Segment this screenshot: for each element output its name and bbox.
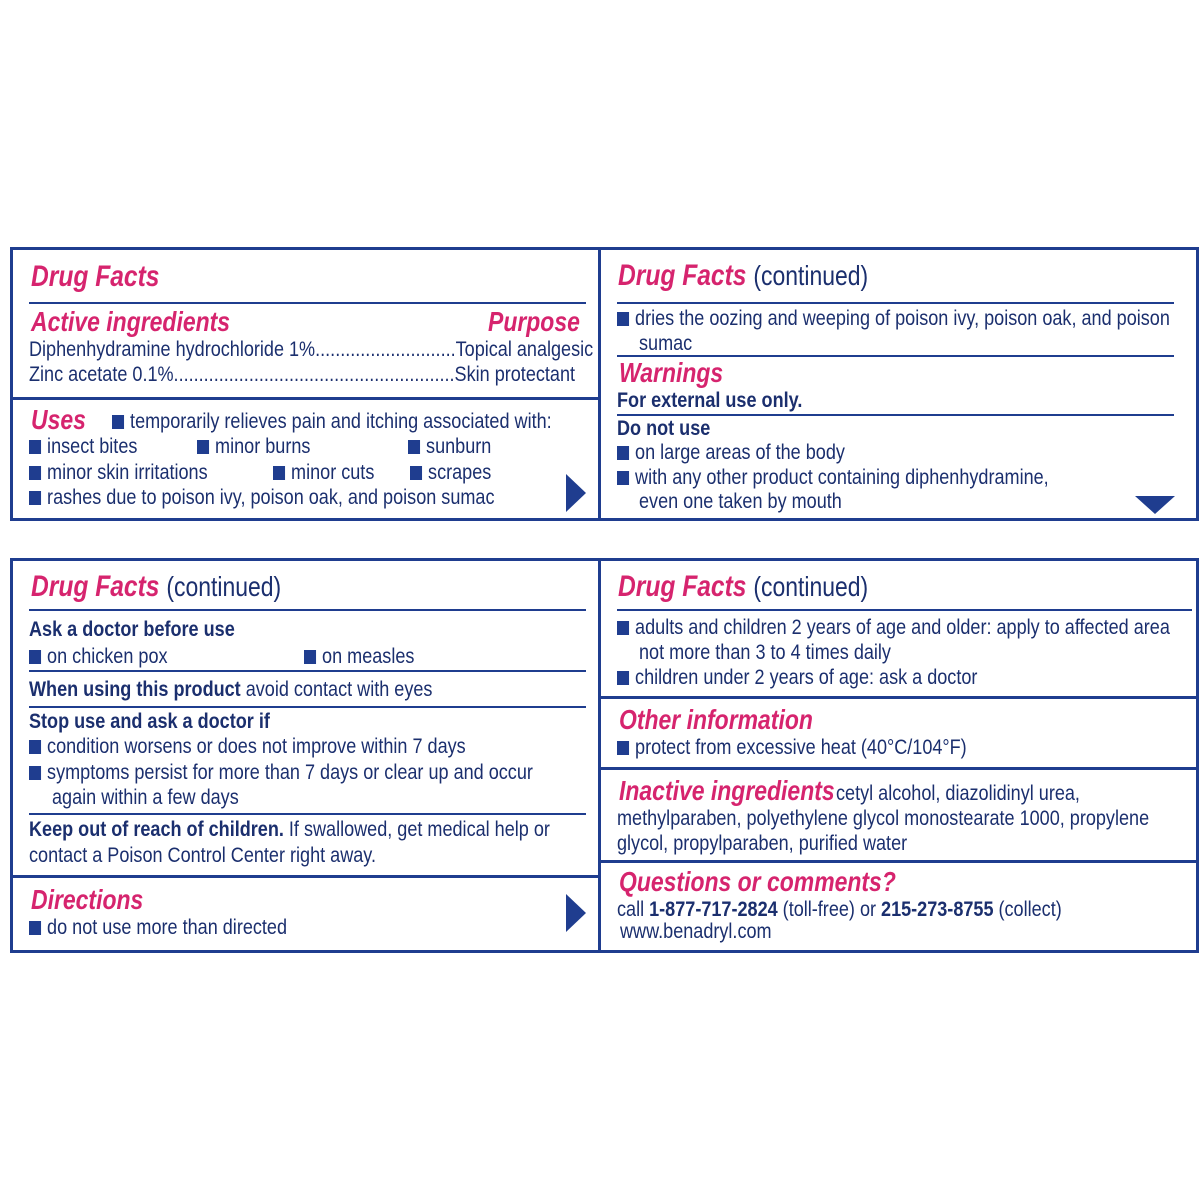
stop-use-item-2-cont: again within a few days: [52, 786, 239, 809]
drug-facts-continued-title: Drug Facts (continued): [31, 570, 282, 603]
website-link: www.benadryl.com: [620, 920, 772, 943]
phone-collect: 215-273-8755: [881, 898, 994, 921]
use-minor-cuts: minor cuts: [273, 461, 374, 485]
section-divider: [600, 696, 1199, 699]
bullet-icon: [408, 440, 420, 454]
drug-facts-continued-title: Drug Facts (continued): [618, 259, 869, 292]
divider: [29, 670, 586, 672]
bullet-icon: [273, 466, 285, 480]
active-ingredients-heading: Active ingredients: [31, 306, 231, 337]
divider: [29, 813, 586, 815]
use-scrapes: scrapes: [410, 461, 491, 485]
directions-item-1: do not use more than directed: [29, 916, 287, 940]
continue-down-arrow-icon: [1135, 496, 1175, 514]
uses-heading: Uses: [31, 404, 86, 435]
bullet-icon: [304, 650, 316, 664]
ask-doctor-measles: on measles: [304, 645, 414, 669]
bullet-icon: [29, 650, 41, 664]
top-column-divider: [598, 247, 601, 521]
section-divider: [10, 875, 600, 878]
adults-line-1: adults and children 2 years of age and older: apply to affected area: [617, 616, 1170, 640]
phone-toll-free: 1-877-717-2824: [649, 898, 778, 921]
external-use-only: For external use only.: [617, 389, 803, 412]
use-sunburn: sunburn: [408, 435, 491, 459]
do-not-use-item-2-cont: even one taken by mouth: [639, 490, 842, 513]
divider: [29, 609, 586, 611]
continue-arrow-icon: [566, 894, 586, 932]
bullet-icon: [617, 446, 629, 460]
divider: [29, 302, 586, 304]
ingredient-2-row: [29, 363, 575, 387]
directions-heading: Directions: [31, 884, 144, 915]
section-divider: [600, 767, 1199, 770]
do-not-use-item-1: on large areas of the body: [617, 441, 845, 465]
use-minor-burns: minor burns: [197, 435, 310, 459]
dot-leader: ........................................................: [173, 363, 455, 386]
use-skin-irritations: minor skin irritations: [29, 461, 208, 485]
when-using-line: When using this product avoid contact with eyes: [29, 678, 433, 701]
phone-line: call 1-877-717-2824 (toll-free) or 215-273-8755 (collect): [617, 898, 1062, 921]
drug-facts-continued-title: Drug Facts (continued): [618, 570, 869, 603]
bullet-icon: [29, 491, 41, 505]
use-rashes: rashes due to poison ivy, poison oak, and poison sumac: [29, 486, 494, 510]
inactive-ingredients-heading: Inactive ingredients: [619, 775, 835, 806]
warnings-heading: Warnings: [619, 357, 724, 388]
purpose-heading: Purpose: [488, 306, 580, 337]
ingredient-1-name: Diphenhydramine hydrochloride 1%: [29, 338, 316, 361]
ask-doctor-chicken-pox: on chicken pox: [29, 645, 168, 669]
keep-out-line-1: Keep out of reach of children. If swallowed, get medical help or: [29, 818, 550, 841]
other-information-heading: Other information: [619, 704, 813, 735]
stop-use-item-2: symptoms persist for more than 7 days or clear up and occur: [29, 761, 533, 785]
drug-facts-title: Drug Facts: [31, 260, 160, 293]
do-not-use-item-2: with any other product containing diphenhydramine,: [617, 466, 1049, 490]
other-information-item-1: protect from excessive heat (40°C/104°F): [617, 736, 967, 760]
ingredient-1-row: [29, 338, 593, 362]
bullet-icon: [617, 671, 629, 685]
continued-label: (continued): [753, 571, 869, 602]
uses-intro: temporarily relieves pain and itching associated with:: [112, 410, 552, 434]
stop-use-item-1: condition worsens or does not improve within 7 days: [29, 735, 466, 759]
ask-doctor-heading: Ask a doctor before use: [29, 618, 235, 641]
inactive-line-2: methylparaben, polyethylene glycol monostearate 1000, propylene: [617, 807, 1150, 830]
bullet-icon: [29, 921, 41, 935]
bullet-icon: [410, 466, 422, 480]
dries-line-1: dries the oozing and weeping of poison ivy, poison oak, and poison: [617, 307, 1170, 331]
bottom-column-divider: [598, 558, 601, 953]
bullet-icon: [29, 466, 41, 480]
inactive-line-1: cetyl alcohol, diazolidinyl urea,: [836, 782, 1080, 805]
ingredient-2-purpose: Skin protectant: [454, 363, 576, 386]
divider: [617, 609, 1192, 611]
use-insect-bites: insect bites: [29, 435, 137, 459]
bullet-icon: [617, 741, 629, 755]
bullet-icon: [29, 440, 41, 454]
bullet-icon: [112, 415, 124, 429]
continued-label: (continued): [166, 571, 282, 602]
divider: [617, 302, 1174, 304]
bullet-icon: [617, 471, 629, 485]
stop-use-heading: Stop use and ask a doctor if: [29, 710, 270, 733]
bullet-icon: [29, 766, 41, 780]
adults-line-2: not more than 3 to 4 times daily: [639, 641, 891, 664]
section-divider: [600, 860, 1199, 863]
bullet-icon: [29, 740, 41, 754]
do-not-use-heading: Do not use: [617, 417, 711, 440]
divider: [29, 706, 586, 708]
dries-line-2: sumac: [639, 332, 693, 355]
section-divider: [10, 397, 600, 400]
bullet-icon: [617, 621, 629, 635]
ingredient-1-purpose: Topical analgesic: [455, 338, 594, 361]
ingredient-2-name: Zinc acetate 0.1%: [29, 363, 174, 386]
bullet-icon: [197, 440, 209, 454]
bullet-icon: [617, 312, 629, 326]
questions-heading: Questions or comments?: [619, 866, 896, 897]
inactive-line-3: glycol, propylparaben, purified water: [617, 832, 908, 855]
keep-out-line-2: contact a Poison Control Center right away.: [29, 844, 376, 867]
continue-arrow-icon: [566, 474, 586, 512]
children-line: children under 2 years of age: ask a doctor: [617, 666, 977, 690]
continued-label: (continued): [753, 260, 869, 291]
divider: [617, 414, 1174, 416]
dot-leader: ............................: [315, 338, 456, 361]
